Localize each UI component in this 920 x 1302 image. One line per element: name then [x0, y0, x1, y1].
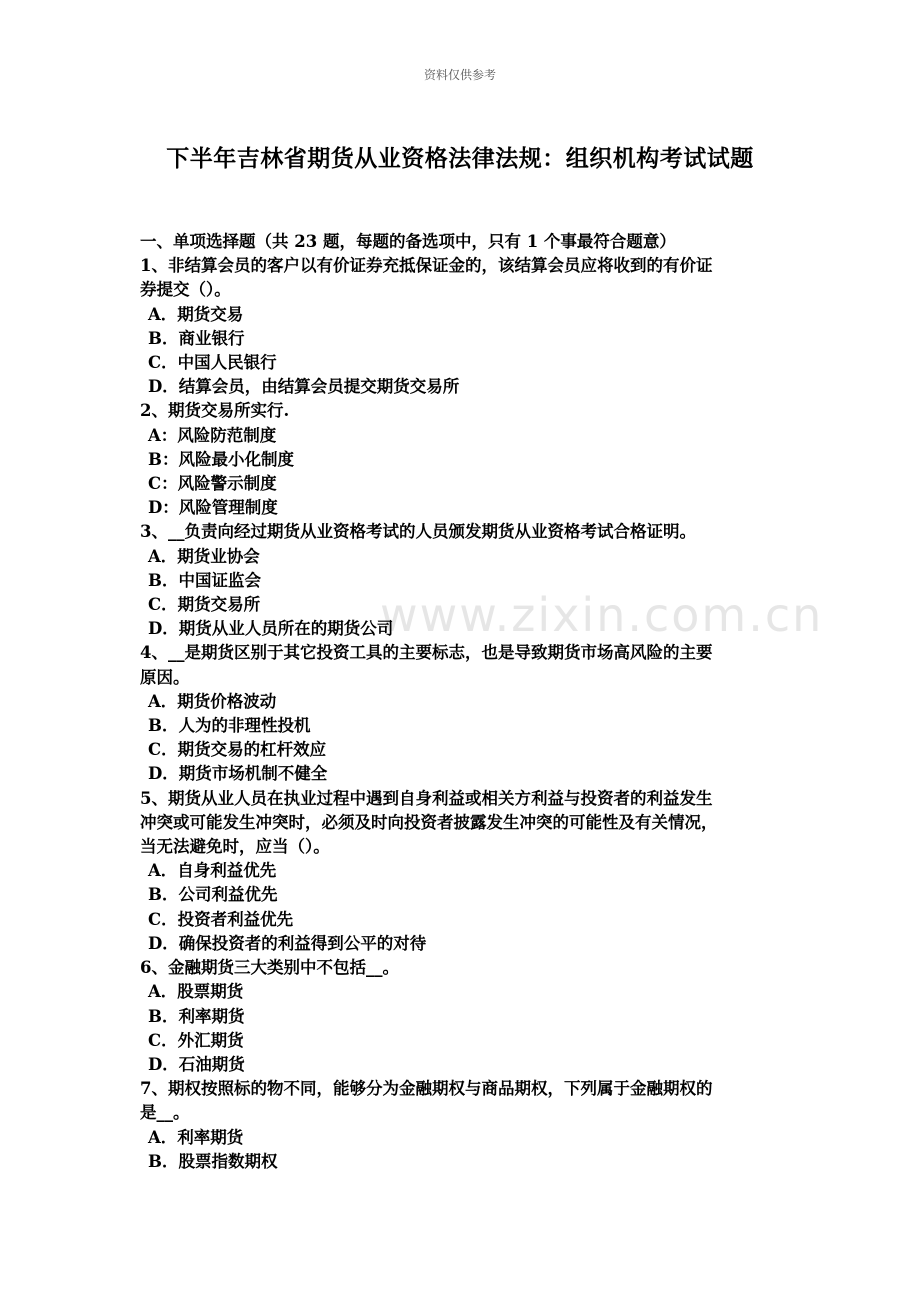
- watermark: www.zixin.com.cn: [380, 588, 824, 642]
- question-stem: 冲突或可能发生冲突时，必须及时向投资者披露发生冲突的可能性及有关情况，: [140, 812, 718, 832]
- answer-option: C．期货交易所: [148, 595, 261, 615]
- answer-option: A．股票期货: [148, 982, 244, 1002]
- question-list: [140, 254, 800, 1174]
- answer-option: A：风险防范制度: [148, 425, 277, 445]
- answer-option: D．确保投资者的利益得到公平的对待: [148, 933, 427, 953]
- question-item: [140, 399, 800, 520]
- question-item: [140, 254, 800, 399]
- question-stem: 7、期权按照标的物不同，能够分为金融期权与商品期权，下列属于金融期权的: [140, 1079, 713, 1099]
- question-stem: 5、期货从业人员在执业过程中遇到自身利益或相关方利益与投资者的利益发生: [140, 788, 713, 808]
- answer-option: D．石油期货: [148, 1054, 245, 1074]
- question-item: [140, 520, 800, 641]
- question-stem: 原因。: [140, 667, 190, 687]
- question-stem: 6、金融期货三大类别中不包括__。: [140, 958, 399, 978]
- answer-option: B．股票指数期权: [148, 1151, 278, 1171]
- answer-option: D．期货市场机制不健全: [148, 764, 328, 784]
- header-note: 资料仅供参考: [423, 68, 496, 82]
- answer-option: A．期货价格波动: [148, 691, 277, 711]
- question-item: [140, 787, 800, 956]
- question-stem: 是__。: [140, 1103, 190, 1123]
- question-stem: 1、非结算会员的客户以有价证券充抵保证金的，该结算会员应将收到的有价证: [140, 256, 713, 276]
- document-body: [140, 230, 800, 1174]
- question-stem: 3、__负责向经过期货从业资格考试的人员颁发期货从业资格考试合格证明。: [140, 522, 696, 542]
- answer-option: C．期货交易的杠杆效应: [148, 740, 327, 760]
- question-item: [140, 956, 800, 1077]
- question-stem: 当无法避免时，应当（）。: [140, 837, 330, 857]
- question-stem: 券提交（）。: [140, 280, 231, 300]
- answer-option: A．期货交易: [148, 304, 244, 324]
- question-item: [140, 1077, 800, 1174]
- answer-option: C．外汇期货: [148, 1030, 244, 1050]
- section-heading: 一、单项选择题（共 23 题，每题的备选项中，只有 1 个事最符合题意）: [140, 232, 676, 251]
- answer-option: C．投资者利益优先: [148, 909, 294, 929]
- answer-option: A．期货业协会: [148, 546, 260, 566]
- answer-option: B．公司利益优先: [148, 885, 278, 905]
- answer-option: C．中国人民银行: [148, 353, 277, 373]
- answer-option: D．期货从业人员所在的期货公司: [148, 619, 394, 639]
- answer-option: A．自身利益优先: [148, 861, 277, 881]
- answer-option: B．商业银行: [148, 328, 245, 348]
- answer-option: C：风险警示制度: [148, 474, 277, 494]
- answer-option: B．中国证监会: [148, 570, 261, 590]
- question-item: [140, 641, 800, 786]
- question-stem: 2、期货交易所实行.: [140, 401, 290, 421]
- answer-option: B．人为的非理性投机: [148, 716, 311, 736]
- answer-option: B：风险最小化制度: [148, 449, 294, 469]
- answer-option: A．利率期货: [148, 1127, 244, 1147]
- answer-option: D．结算会员，由结算会员提交期货交易所: [148, 377, 460, 397]
- question-stem: 4、__是期货区别于其它投资工具的主要标志，也是导致期货市场高风险的主要: [140, 643, 713, 663]
- answer-option: D：风险管理制度: [148, 498, 278, 518]
- document-title: 下半年吉林省期货从业资格法律法规：组织机构考试试题: [166, 145, 754, 172]
- answer-option: B．利率期货: [148, 1006, 245, 1026]
